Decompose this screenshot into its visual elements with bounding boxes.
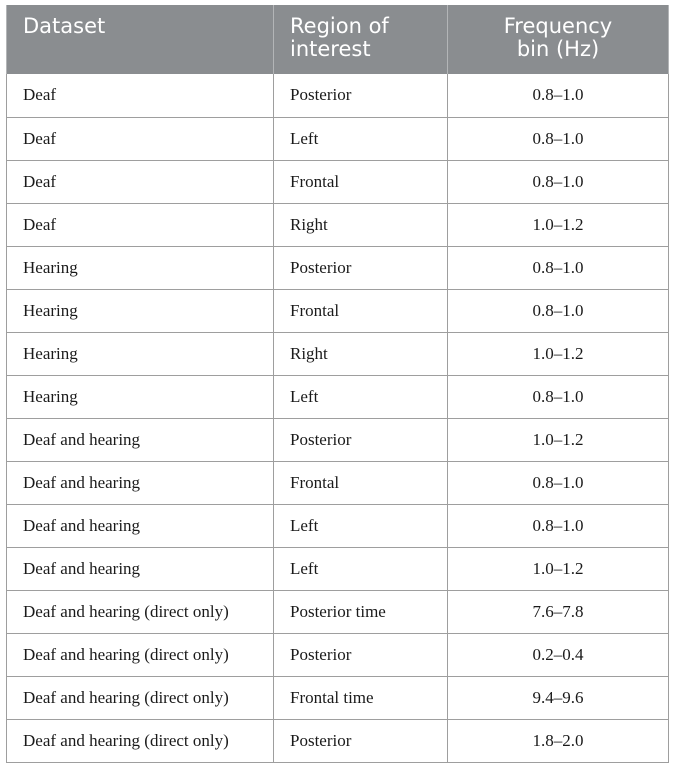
cell-frequency-bin: 0.8–1.0	[448, 160, 669, 203]
cell-region: Posterior time	[274, 590, 448, 633]
cell-dataset: Deaf and hearing (direct only)	[7, 633, 274, 676]
cell-frequency-bin: 1.0–1.2	[448, 203, 669, 246]
table-row	[7, 504, 669, 547]
cell-frequency-bin: 0.8–1.0	[448, 117, 669, 160]
cell-region: Left	[274, 547, 448, 590]
cell-region: Frontal	[274, 160, 448, 203]
header-freq-line1: Frequency	[503, 14, 613, 38]
cell-dataset: Deaf and hearing	[7, 547, 274, 590]
results-table	[6, 5, 669, 763]
cell-frequency-bin: 0.8–1.0	[448, 504, 669, 547]
table-row	[7, 547, 669, 590]
header-freq-line2: bin (Hz)	[516, 37, 600, 61]
cell-frequency-bin: 0.2–0.4	[448, 633, 669, 676]
cell-dataset: Deaf and hearing	[7, 461, 274, 504]
cell-region: Right	[274, 332, 448, 375]
cell-dataset: Deaf	[7, 203, 274, 246]
cell-dataset: Hearing	[7, 375, 274, 418]
cell-region: Left	[274, 504, 448, 547]
table-row	[7, 246, 669, 289]
cell-frequency-bin: 0.8–1.0	[448, 375, 669, 418]
table-row	[7, 719, 669, 762]
cell-frequency-bin: 1.0–1.2	[448, 418, 669, 461]
cell-region: Posterior	[274, 246, 448, 289]
cell-region: Frontal time	[274, 676, 448, 719]
cell-dataset: Deaf and hearing (direct only)	[7, 676, 274, 719]
table-row	[7, 461, 669, 504]
cell-dataset: Deaf and hearing (direct only)	[7, 719, 274, 762]
cell-frequency-bin: 7.6–7.8	[448, 590, 669, 633]
table-row	[7, 74, 669, 117]
table-row	[7, 375, 669, 418]
table-row	[7, 676, 669, 719]
cell-frequency-bin: 0.8–1.0	[448, 74, 669, 117]
cell-dataset: Deaf	[7, 74, 274, 117]
header-row	[7, 5, 669, 74]
cell-region: Posterior	[274, 418, 448, 461]
table-header	[7, 5, 669, 74]
table-body	[7, 74, 669, 762]
cell-dataset: Deaf and hearing	[7, 504, 274, 547]
cell-frequency-bin: 1.8–2.0	[448, 719, 669, 762]
cell-region: Frontal	[274, 461, 448, 504]
cell-region: Left	[274, 117, 448, 160]
header-dataset	[7, 5, 274, 74]
cell-frequency-bin: 0.8–1.0	[448, 246, 669, 289]
cell-dataset: Deaf	[7, 160, 274, 203]
table-row	[7, 160, 669, 203]
table-row	[7, 117, 669, 160]
results-table-container	[6, 5, 668, 763]
cell-region: Left	[274, 375, 448, 418]
cell-region: Right	[274, 203, 448, 246]
cell-dataset: Deaf and hearing (direct only)	[7, 590, 274, 633]
cell-region: Posterior	[274, 74, 448, 117]
table-row	[7, 332, 669, 375]
header-frequency-bin	[448, 5, 669, 74]
cell-frequency-bin: 0.8–1.0	[448, 461, 669, 504]
cell-frequency-bin: 1.0–1.2	[448, 547, 669, 590]
header-region-line1: Region of	[290, 14, 389, 38]
cell-dataset: Hearing	[7, 332, 274, 375]
header-region-of-interest	[274, 5, 448, 74]
header-dataset-label: Dataset	[23, 14, 106, 38]
table-row	[7, 590, 669, 633]
table-row	[7, 289, 669, 332]
cell-frequency-bin: 9.4–9.6	[448, 676, 669, 719]
cell-region: Posterior	[274, 719, 448, 762]
cell-frequency-bin: 1.0–1.2	[448, 332, 669, 375]
cell-dataset: Hearing	[7, 246, 274, 289]
table-row	[7, 203, 669, 246]
cell-dataset: Deaf	[7, 117, 274, 160]
cell-region: Posterior	[274, 633, 448, 676]
cell-frequency-bin: 0.8–1.0	[448, 289, 669, 332]
cell-region: Frontal	[274, 289, 448, 332]
cell-dataset: Deaf and hearing	[7, 418, 274, 461]
cell-dataset: Hearing	[7, 289, 274, 332]
header-region-line2: interest	[290, 37, 371, 61]
table-row	[7, 633, 669, 676]
table-row	[7, 418, 669, 461]
